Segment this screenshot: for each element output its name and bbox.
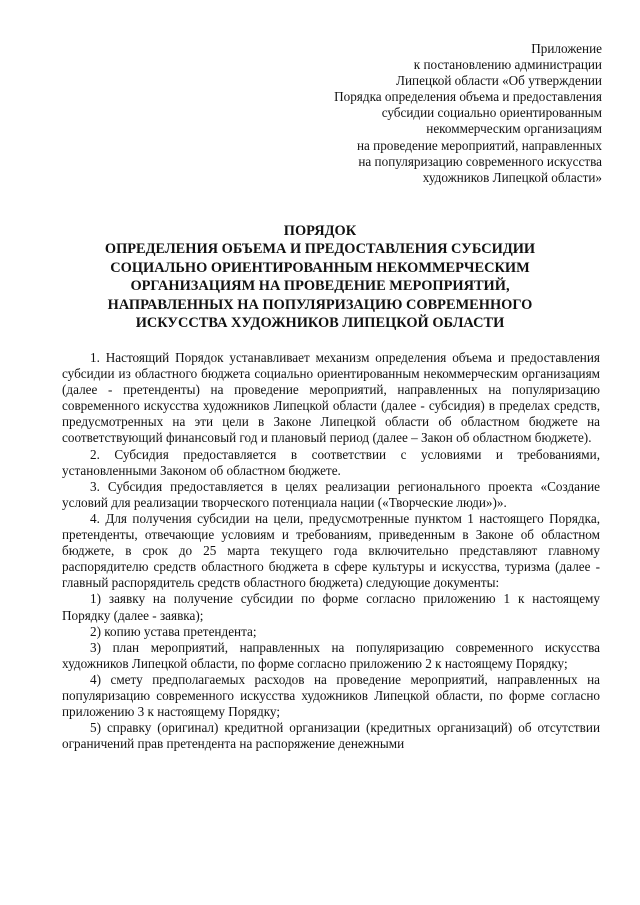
list-item-4: 4) смету предполагаемых расходов на проведение мероприятий, направленных на популяризацию современного искусства художников Липецкой области, по форме согласно приложению 3 к настоящему Порядку; [62, 671, 600, 720]
appendix-header [262, 41, 602, 186]
list-item-3: 3) план мероприятий, направленных на популяризацию современного искусства художников Липецкой области, по форме согласно приложению 2 к настоящему Порядку; [62, 639, 600, 671]
appendix-line: Порядка определения объема и предоставления [334, 89, 602, 105]
document-title [60, 222, 580, 332]
title-line: ИСКУССТВА ХУДОЖНИКОВ ЛИПЕЦКОЙ ОБЛАСТИ [135, 315, 505, 332]
appendix-line: на популяризацию современного искусства [358, 153, 602, 169]
paragraph-1: 1. Настоящий Порядок устанавливает механизм определения объема и предоставления субсидии из областного бюджета социально ориентированным некоммерческим организациям (далее - претенденты) на проведение мероприятий, направленных на популяризацию современного искусства художников Липецкой области (далее - субсидия) в пределах средств, предусмотренных на эти цели в Законе Липецкой области об областном бюджете на соответствующий финансовый год и плановый период (далее – Закон об областном бюджете). [62, 350, 600, 446]
appendix-line: некоммерческим организациям [426, 121, 602, 137]
appendix-line: Приложение [531, 41, 602, 56]
list-item-1: 1) заявку на получение субсидии по форме согласно приложению 1 к настоящему Порядку (далее - заявка); [62, 591, 600, 623]
appendix-line: художников Липецкой области» [422, 169, 602, 185]
document-body [62, 350, 600, 752]
appendix-line: к постановлению администрации [413, 57, 602, 73]
title-line: НАПРАВЛЕННЫХ НА ПОПУЛЯРИЗАЦИЮ СОВРЕМЕННОГО [107, 296, 533, 313]
appendix-line: субсидии социально ориентированным [381, 105, 602, 121]
title-line: ОПРЕДЕЛЕНИЯ ОБЪЕМА И ПРЕДОСТАВЛЕНИЯ СУБСИДИИ [104, 241, 536, 258]
title-line: ПОРЯДОК [283, 223, 357, 239]
title-line: СОЦИАЛЬНО ОРИЕНТИРОВАННЫМ НЕКОММЕРЧЕСКИМ [110, 259, 530, 276]
appendix-line: на проведение мероприятий, направленных [356, 137, 602, 153]
appendix-line: Липецкой области «Об утверждении [396, 73, 602, 89]
list-item-2: 2) копию устава претендента; [90, 623, 257, 639]
list-item-5: 5) справку (оригинал) кредитной организации (кредитных организаций) об отсутствии ограничений прав претендента на распоряжение денежными [62, 720, 600, 752]
paragraph-3: 3. Субсидия предоставляется в целях реализации регионального проекта «Создание условий для реализации творческого потенциала нации («Творческие люди»)». [62, 478, 600, 510]
paragraph-4: 4. Для получения субсидии на цели, предусмотренные пунктом 1 настоящего Порядка, претенденты, отвечающие условиям и требованиям, приведенным в Законе об областном бюджете, в срок до 25 марта текущего года включительно представляют главному распорядителю средств областного бюджета в сфере культуры и искусства, туризма (далее - главный распорядитель средств областного бюджета) следующие документы: [62, 510, 600, 591]
paragraph-2: 2. Субсидия предоставляется в соответствии с условиями и требованиями, установленными Законом об областном бюджете. [62, 446, 600, 478]
title-line: ОРГАНИЗАЦИЯМ НА ПРОВЕДЕНИЕ МЕРОПРИЯТИЙ, [130, 278, 510, 295]
